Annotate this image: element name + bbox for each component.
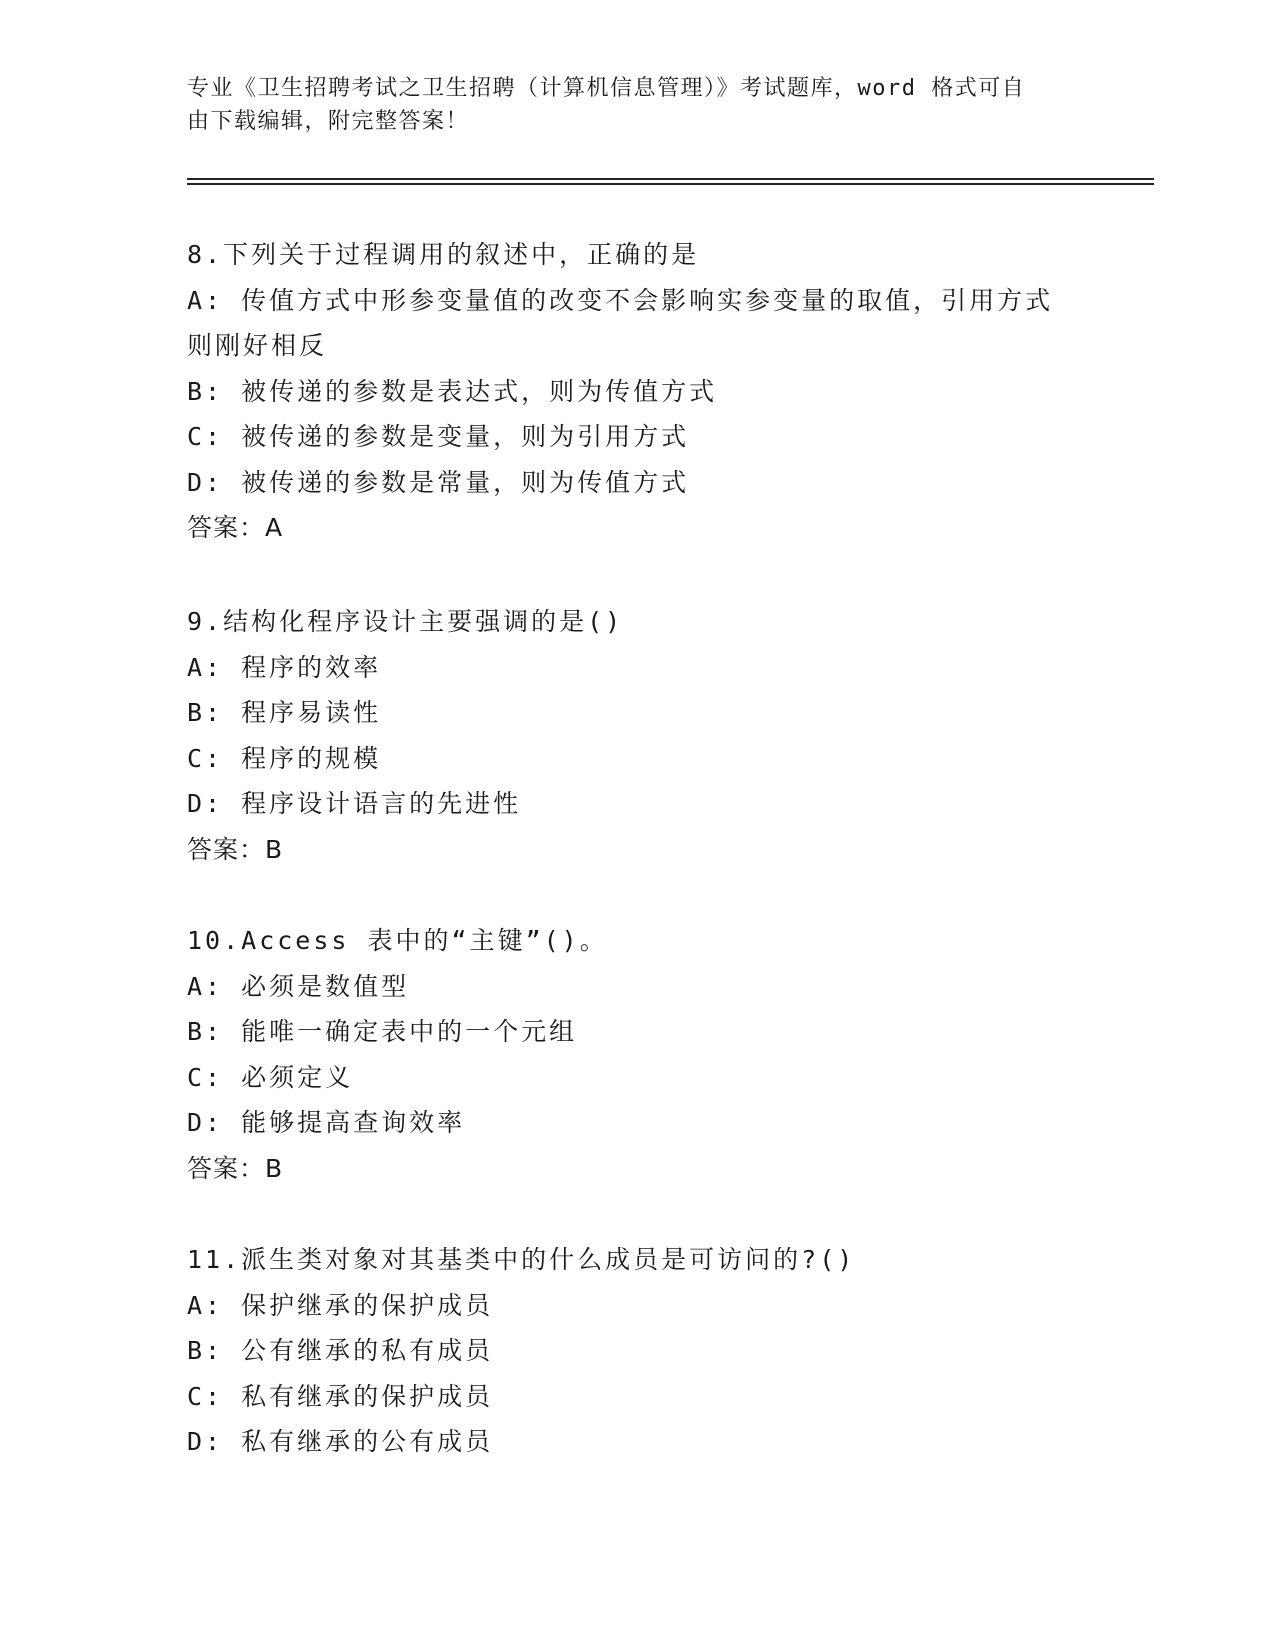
header-line-2: 由下载编辑，附完整答案！ [187,109,470,134]
question-10 [187,918,1087,1191]
header-divider-top [187,178,1154,180]
option-c: C: 程序的规模 [187,743,382,773]
header-line-1: 专业《卫生招聘考试之卫生招聘（计算机信息管理）》考试题库，word 格式可自 [187,76,1026,101]
option-a-continued: 则刚好相反 [187,331,328,360]
option-b: B: 被传递的参数是表达式，则为传值方式 [187,376,718,406]
question-stem: 11.派生类对象对其基类中的什么成员是可访问的?() [187,1245,856,1274]
header-divider-bottom [187,183,1154,185]
option-a: A: 传值方式中形参变量值的改变不会影响实参变量的取值，引用方式 [187,285,1054,315]
option-c: C: 必须定义 [187,1062,354,1092]
option-d: D: 私有继承的公有成员 [187,1427,494,1456]
option-b: B: 公有继承的私有成员 [187,1336,494,1365]
option-c: C: 被传递的参数是变量，则为引用方式 [187,422,690,451]
option-b: B: 能唯一确定表中的一个元组 [187,1017,578,1046]
answer: 答案：B [187,1153,284,1183]
question-stem: 10.Access 表中的“主键”()。 [187,926,608,955]
answer: 答案：A [187,513,284,542]
answer: 答案：B [187,834,284,864]
question-9 [187,599,1087,872]
question-stem: 9.结构化程序设计主要强调的是() [187,607,624,636]
option-a: A: 程序的效率 [187,652,382,682]
option-d: D: 能够提高查询效率 [187,1108,466,1137]
question-11 [187,1237,1087,1465]
document-header [187,72,1087,138]
option-c: C: 私有继承的保护成员 [187,1381,494,1411]
option-a: A: 保护继承的保护成员 [187,1290,494,1320]
option-b: B: 程序易读性 [187,698,382,727]
option-d: D: 被传递的参数是常量，则为传值方式 [187,467,690,497]
question-8 [187,232,1087,551]
option-d: D: 程序设计语言的先进性 [187,789,522,818]
question-stem: 8.下列关于过程调用的叙述中，正确的是 [187,240,700,269]
option-a: A: 必须是数值型 [187,971,410,1001]
